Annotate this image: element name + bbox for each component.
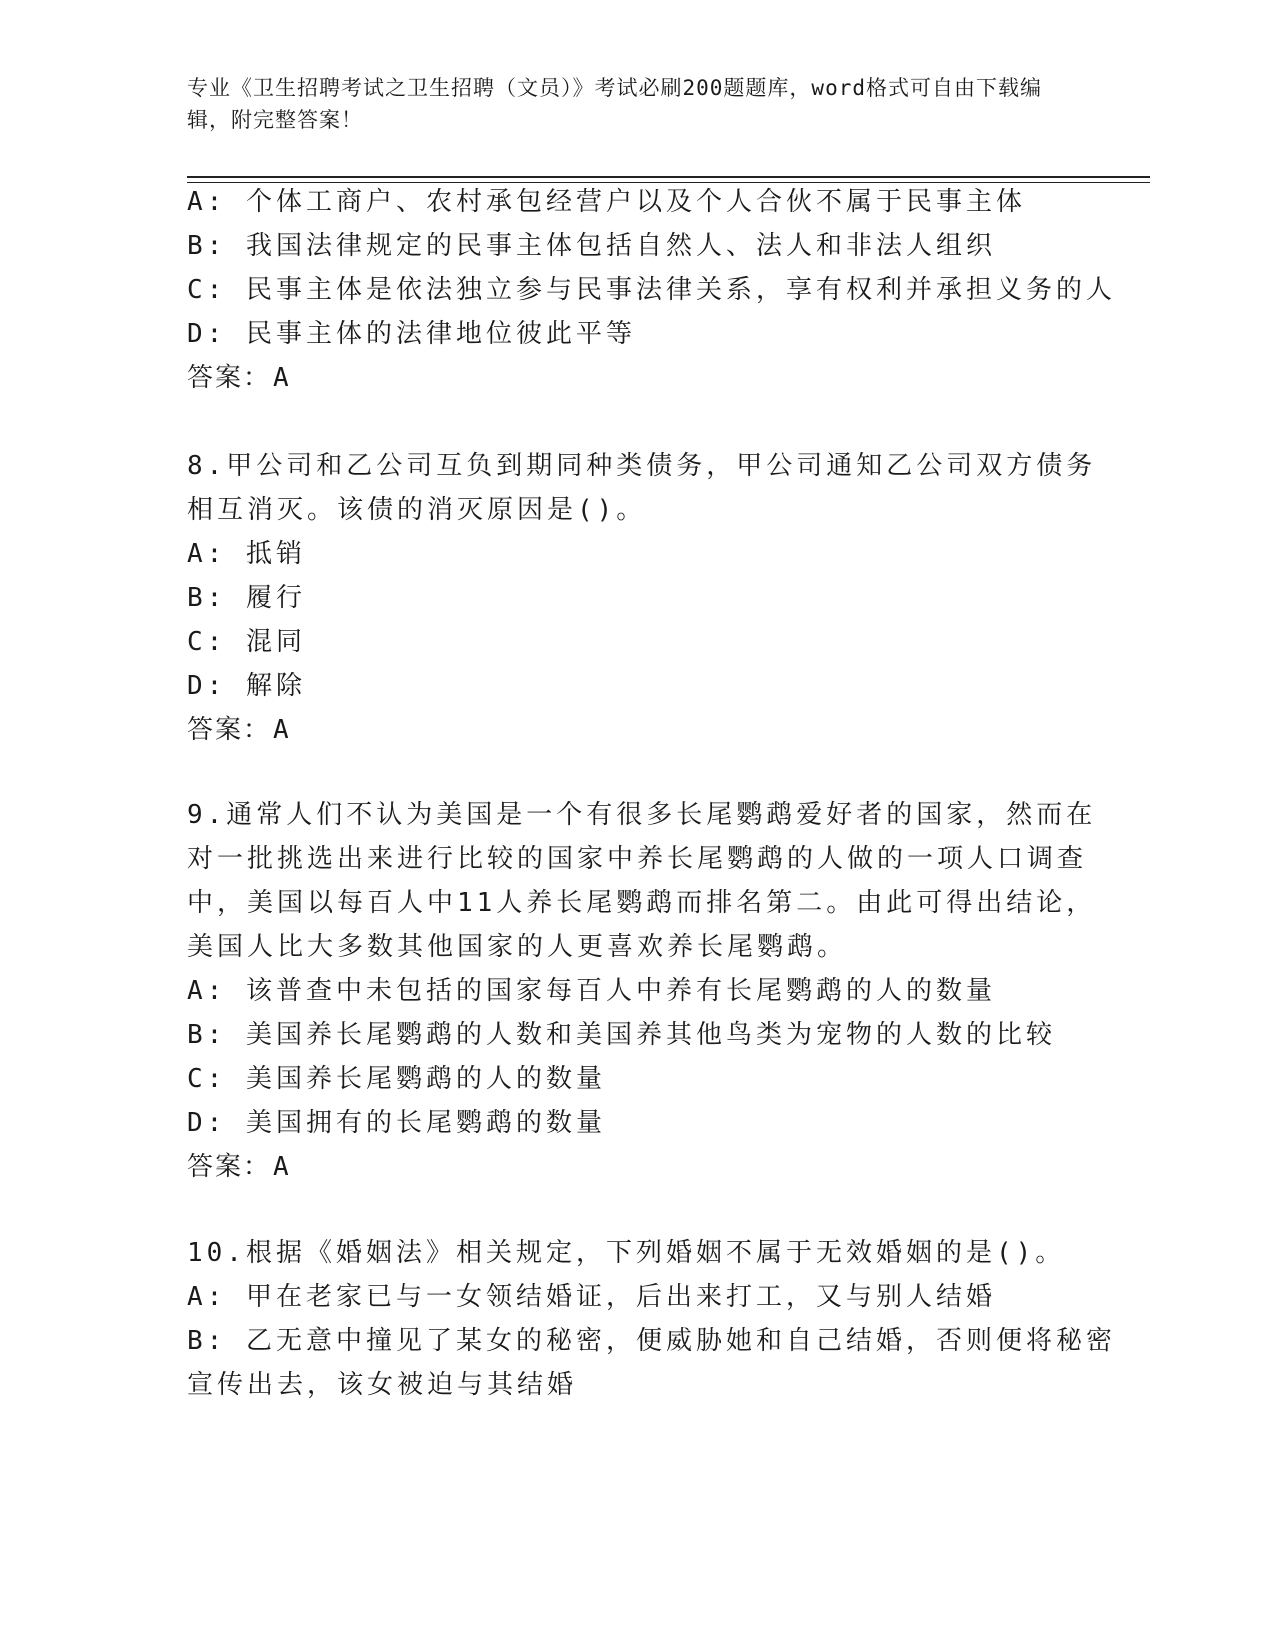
answer-value: A xyxy=(273,1152,291,1182)
q7-option-d: D: 民事主体的法律地位彼此平等 xyxy=(187,319,636,349)
q8-option-a: A: 抵销 xyxy=(187,539,306,569)
q8-answer xyxy=(187,715,291,745)
q8-stem-line-1: 8.甲公司和乙公司互负到期同种类债务，甲公司通知乙公司双方债务 xyxy=(187,451,1097,481)
q7-option-a: A: 个体工商户、农村承包经营户以及个人合伙不属于民事主体 xyxy=(187,187,1026,217)
answer-label: 答案： xyxy=(187,363,272,393)
header-rule-thick xyxy=(187,176,1150,178)
q10-option-b: B: 乙无意中撞见了某女的秘密，便威胁她和自己结婚，否则便将秘密 xyxy=(187,1326,1116,1356)
answer-label: 答案： xyxy=(187,715,272,745)
q7-option-c: C: 民事主体是依法独立参与民事法律关系，享有权利并承担义务的人 xyxy=(187,275,1116,305)
q9-stem-line-1: 9.通常人们不认为美国是一个有很多长尾鹦鹉爱好者的国家，然而在 xyxy=(187,800,1097,830)
q8-option-b: B: 履行 xyxy=(187,583,306,613)
q7-option-b: B: 我国法律规定的民事主体包括自然人、法人和非法人组织 xyxy=(187,231,996,261)
q9-option-c: C: 美国养长尾鹦鹉的人的数量 xyxy=(187,1064,606,1094)
header-rule-thin xyxy=(187,182,1150,183)
q9-stem-line-2: 对一批挑选出来进行比较的国家中养长尾鹦鹉的人做的一项人口调查 xyxy=(187,844,1088,874)
q10-stem-line-1: 10.根据《婚姻法》相关规定，下列婚姻不属于无效婚姻的是()。 xyxy=(187,1238,1066,1268)
q9-stem-line-4: 美国人比大多数其他国家的人更喜欢养长尾鹦鹉。 xyxy=(187,932,848,962)
q10-option-b-continued: 宣传出去，该女被迫与其结婚 xyxy=(187,1370,578,1400)
q9-option-b: B: 美国养长尾鹦鹉的人数和美国养其他鸟类为宠物的人数的比较 xyxy=(187,1020,1056,1050)
q9-answer xyxy=(187,1152,291,1182)
q10-option-a: A: 甲在老家已与一女领结婚证，后出来打工，又与别人结婚 xyxy=(187,1282,996,1312)
q8-stem-line-2: 相互消灭。该债的消灭原因是()。 xyxy=(187,495,647,525)
q9-option-a: A: 该普查中未包括的国家每百人中养有长尾鹦鹉的人的数量 xyxy=(187,976,996,1006)
answer-value: A xyxy=(273,363,291,393)
q9-stem-line-3: 中，美国以每百人中11人养长尾鹦鹉而排名第二。由此可得出结论， xyxy=(187,888,1097,918)
answer-label: 答案： xyxy=(187,1152,272,1182)
q9-option-d: D: 美国拥有的长尾鹦鹉的数量 xyxy=(187,1108,606,1138)
q8-option-c: C: 混同 xyxy=(187,627,306,657)
answer-value: A xyxy=(273,715,291,745)
q8-option-d: D: 解除 xyxy=(187,671,306,701)
q7-answer xyxy=(187,363,291,393)
document-header: 专业《卫生招聘考试之卫生招聘（文员）》考试必刷200题题库，word格式可自由下载编辑，附完整答案！ xyxy=(187,76,1042,132)
